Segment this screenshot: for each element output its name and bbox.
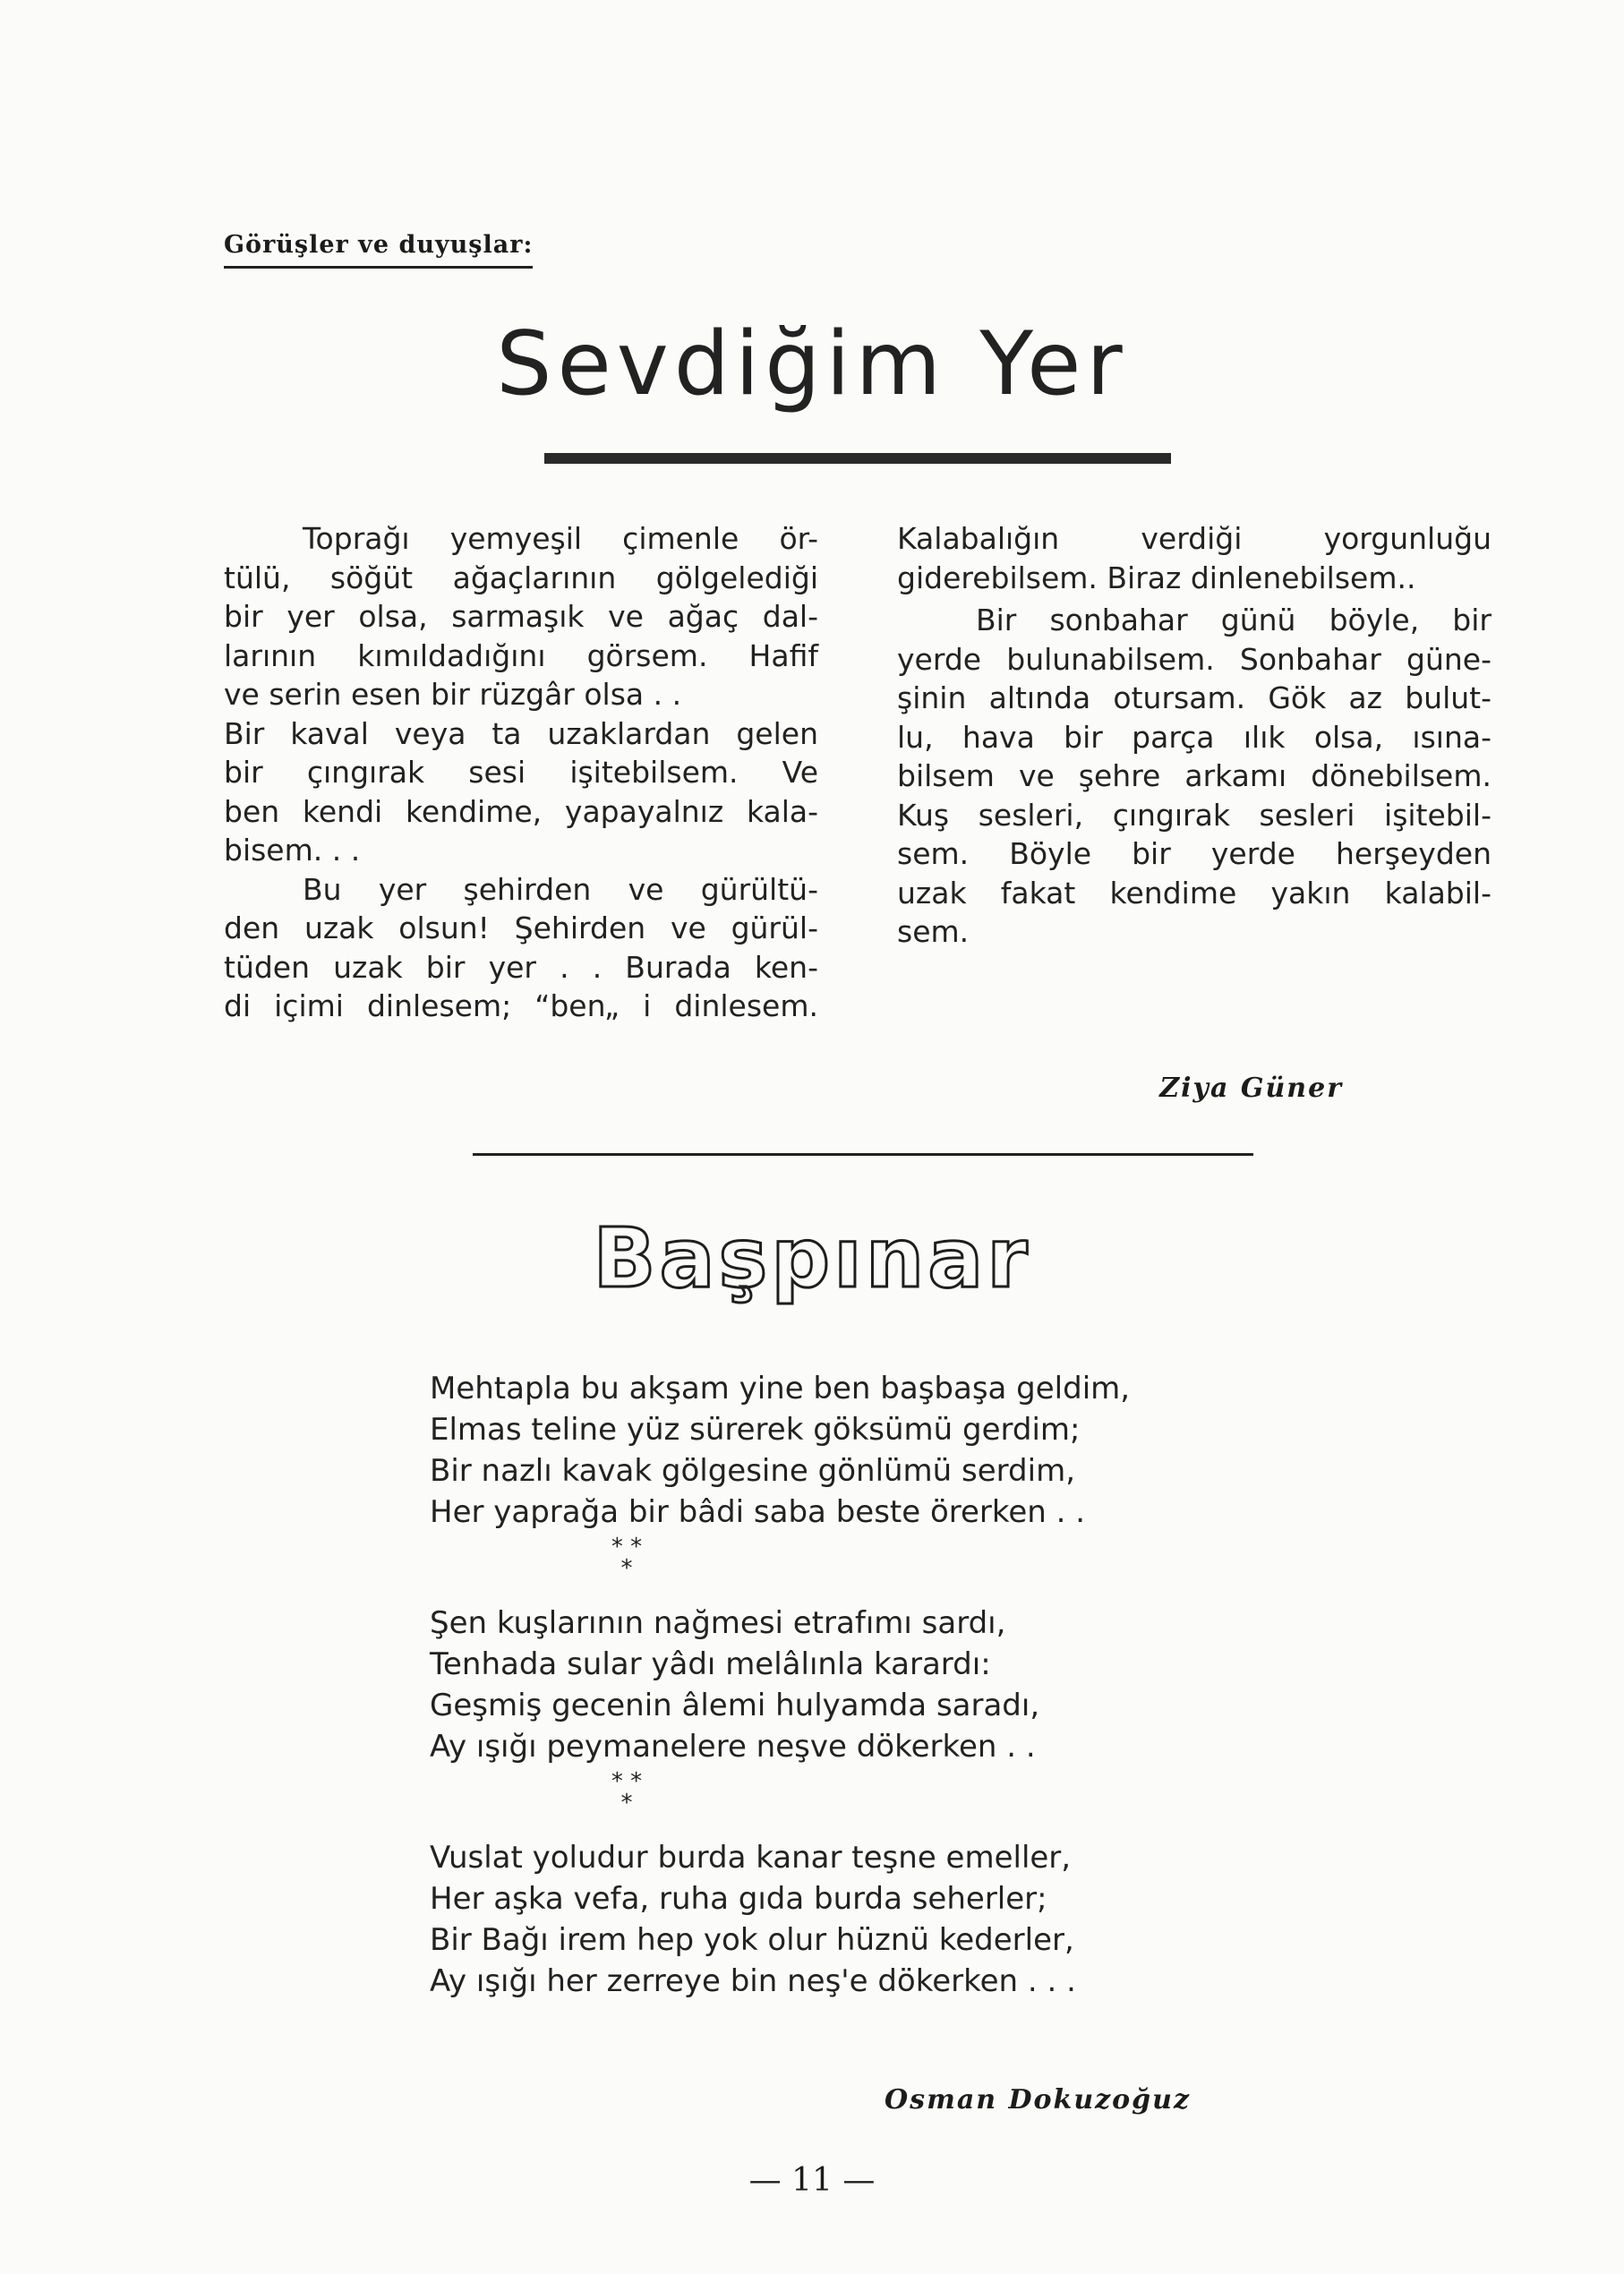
asterism-top: * * (611, 1534, 643, 1560)
poem-line: Bir nazlı kavak gölgesine gönlümü serdim, (430, 1453, 1076, 1489)
article-left-column (224, 519, 818, 1026)
text-line: bisem. . . (224, 833, 361, 868)
poem-line: Geşmiş gecenin âlemi hulyamda saradı, (430, 1688, 1040, 1723)
poem-line: Her yaprağa bir bâdi saba beste örerken . . (430, 1494, 1086, 1530)
text-line: Kalabalığın verdiği yorgunluğu (897, 521, 1492, 556)
poem-line: Vuslat yoludur burda kanar teşne emeller, (430, 1840, 1072, 1876)
section-divider (473, 1153, 1253, 1156)
text-line: uzak fakat kendime yakın kalabil- (897, 875, 1492, 910)
text-line: tülü, söğüt ağaçlarının gölgelediği (224, 560, 818, 595)
text-line: sem. Böyle bir yerde herşeyden (897, 836, 1492, 871)
text-line: tüden uzak bir yer . . Burada ken- (224, 949, 818, 985)
text-line: di içimi dinlesem; “ben„ i dinlesem. (224, 988, 818, 1023)
poem-author: Osman Dokuzoğuz (885, 2084, 1191, 2116)
article-title: Sevdiğim Yer (496, 313, 1128, 415)
poem-line: Bir Bağı irem hep yok olur hüznü kederler, (430, 1922, 1074, 1958)
stanza-separator (430, 1767, 824, 1837)
text-line: giderebilsem. Biraz dinlenebilsem.. (897, 560, 1416, 595)
text-line: Toprağı yemyeşil çimenle ör- (303, 521, 818, 556)
asterism-top: * * (611, 1768, 643, 1795)
asterism-bottom: * (620, 1790, 633, 1817)
poem-line: Ay ışığı peymanelere neşve dökerken . . (430, 1729, 1036, 1765)
poem-line: Tenhada sular yâdı melâlınla karardı: (430, 1646, 991, 1682)
text-line: sem. (897, 914, 970, 949)
text-line: Bir kaval veya ta uzaklardan gelen (224, 715, 818, 751)
text-line: den uzak olsun! Şehirden ve gürül- (224, 910, 818, 945)
poem-title: Başpınar (593, 1210, 1031, 1306)
article-right-column (897, 519, 1492, 952)
text-line: şinin altında otursam. Gök az bulut- (897, 680, 1492, 715)
poem-body (430, 1368, 1218, 2002)
poem-line: Şen kuşlarının nağmesi etrafımı sardı, (430, 1605, 1006, 1641)
text-line: Kuş sesleri, çıngırak sesleri işitebil- (897, 797, 1492, 833)
poem-line: Ay ışığı her zerreye bin neş'e dökerken . . . (430, 1963, 1076, 1999)
text-line: ben kendi kendime, yapayalnız kala- (224, 793, 818, 829)
text-line: bir çıngırak sesi işitebilsem. Ve (224, 755, 818, 790)
text-line: larının kımıldadığını görsem. Hafif (224, 637, 818, 673)
article-author: Ziya Güner (1159, 1073, 1343, 1104)
text-line: bilsem ve şehre arkamı dönebilsem. (897, 758, 1492, 793)
text-line: Bu yer şehirden ve gürültü- (303, 871, 818, 907)
text-line: bir yer olsa, sarmaşık ve ağaç dal- (224, 599, 818, 634)
asterism-bottom: * (620, 1555, 633, 1582)
section-label: Görüşler ve duyuşlar: (224, 231, 533, 269)
text-line: ve serin esen bir rüzgâr olsa . . (224, 677, 682, 712)
poem-line: Elmas teline yüz sürerek göksümü gerdim; (430, 1412, 1081, 1448)
poem-line: Her aşka vefa, ruha gıda burda seherler; (430, 1881, 1047, 1917)
page-number: — 11 — (748, 2162, 876, 2199)
text-line: Bir sonbahar günü böyle, bir (976, 603, 1492, 637)
title-underline-rule (544, 453, 1171, 464)
poem-line: Mehtapla bu akşam yine ben başbaşa geldim, (430, 1371, 1131, 1406)
stanza-separator (430, 1533, 824, 1603)
text-line: lu, hava bir parça ılık olsa, ısına- (897, 719, 1492, 755)
text-line: yerde bulunabilsem. Sonbahar güne- (897, 641, 1492, 677)
